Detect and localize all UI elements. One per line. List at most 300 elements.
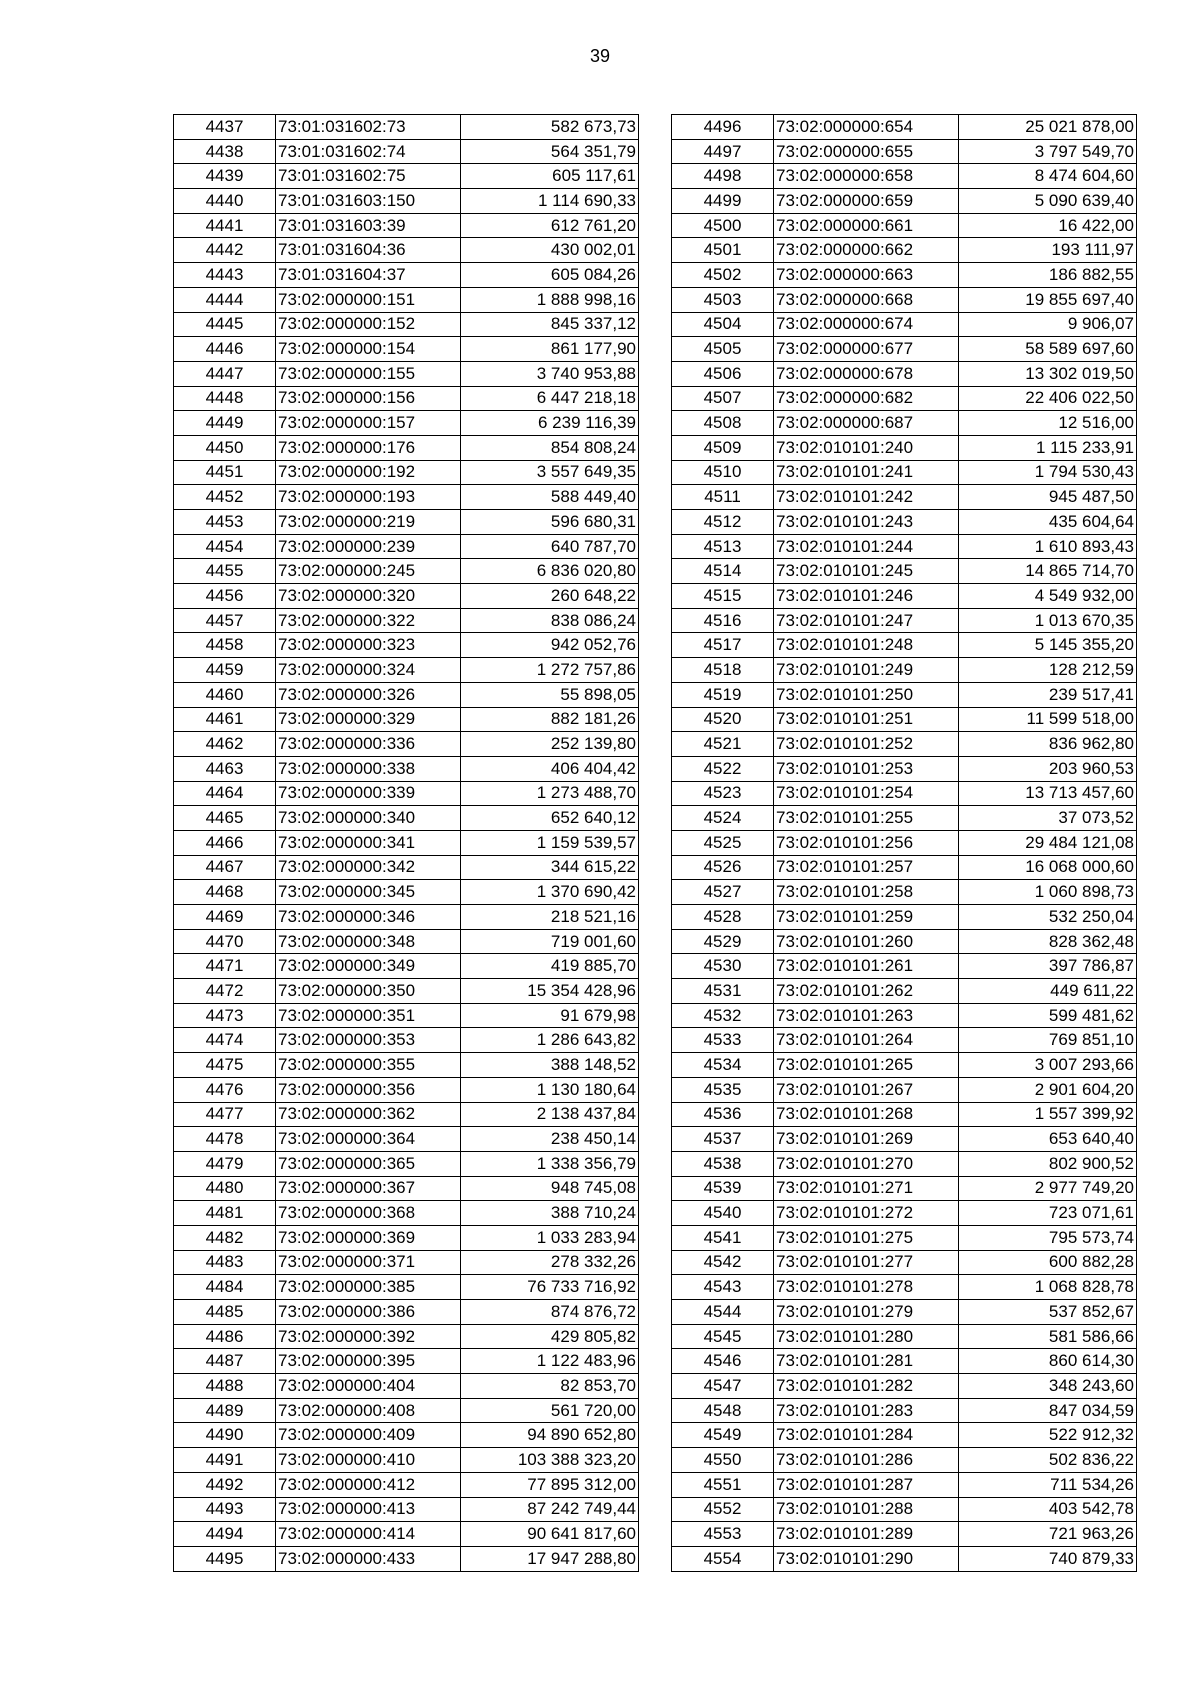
table-row xyxy=(174,164,639,189)
value-cell: 388 710,24 xyxy=(461,1201,639,1226)
row-number-cell: 4494 xyxy=(174,1522,276,1547)
value-cell: 3 007 293,66 xyxy=(959,1053,1137,1078)
table-row xyxy=(672,435,1137,460)
table-row xyxy=(174,1522,639,1547)
value-cell: 348 243,60 xyxy=(959,1374,1137,1399)
value-cell: 397 786,87 xyxy=(959,954,1137,979)
value-cell: 252 139,80 xyxy=(461,732,639,757)
row-number-cell: 4450 xyxy=(174,435,276,460)
row-number-cell: 4442 xyxy=(174,238,276,263)
cadastral-number-cell: 73:02:000000:349 xyxy=(276,954,461,979)
table-row xyxy=(174,534,639,559)
cadastral-number-cell: 73:02:000000:341 xyxy=(276,830,461,855)
value-cell: 406 404,42 xyxy=(461,756,639,781)
cadastral-number-cell: 73:02:010101:275 xyxy=(774,1225,959,1250)
value-cell: 838 086,24 xyxy=(461,608,639,633)
table-row xyxy=(174,1176,639,1201)
cadastral-number-cell: 73:02:000000:392 xyxy=(276,1324,461,1349)
value-cell: 711 534,26 xyxy=(959,1472,1137,1497)
value-cell: 653 640,40 xyxy=(959,1127,1137,1152)
cadastral-number-cell: 73:02:010101:281 xyxy=(774,1349,959,1374)
cadastral-number-cell: 73:02:010101:261 xyxy=(774,954,959,979)
cadastral-number-cell: 73:02:010101:272 xyxy=(774,1201,959,1226)
value-cell: 94 890 652,80 xyxy=(461,1423,639,1448)
row-number-cell: 4471 xyxy=(174,954,276,979)
value-cell: 795 573,74 xyxy=(959,1225,1137,1250)
cadastral-number-cell: 73:02:000000:362 xyxy=(276,1102,461,1127)
table-row xyxy=(672,139,1137,164)
value-cell: 596 680,31 xyxy=(461,510,639,535)
table-row xyxy=(174,1398,639,1423)
cadastral-number-cell: 73:02:010101:271 xyxy=(774,1176,959,1201)
row-number-cell: 4535 xyxy=(672,1077,774,1102)
table-row xyxy=(174,1497,639,1522)
row-number-cell: 4456 xyxy=(174,584,276,609)
cadastral-number-cell: 73:01:031602:73 xyxy=(276,115,461,140)
table-row xyxy=(174,1300,639,1325)
table-row xyxy=(174,905,639,930)
table-row xyxy=(672,880,1137,905)
table-row xyxy=(174,435,639,460)
cadastral-number-cell: 73:02:010101:252 xyxy=(774,732,959,757)
cadastral-number-cell: 73:01:031604:37 xyxy=(276,263,461,288)
cadastral-number-cell: 73:02:010101:251 xyxy=(774,707,959,732)
value-cell: 1 370 690,42 xyxy=(461,880,639,905)
cadastral-number-cell: 73:02:010101:260 xyxy=(774,929,959,954)
value-cell: 861 177,90 xyxy=(461,337,639,362)
value-cell: 561 720,00 xyxy=(461,1398,639,1423)
table-row xyxy=(672,361,1137,386)
value-cell: 103 388 323,20 xyxy=(461,1448,639,1473)
value-cell: 25 021 878,00 xyxy=(959,115,1137,140)
table-row xyxy=(672,164,1137,189)
row-number-cell: 4467 xyxy=(174,855,276,880)
table-row xyxy=(174,213,639,238)
value-cell: 828 362,48 xyxy=(959,929,1137,954)
table-row xyxy=(672,608,1137,633)
cadastral-number-cell: 73:02:000000:368 xyxy=(276,1201,461,1226)
table-row xyxy=(672,1300,1137,1325)
cadastral-number-cell: 73:01:031602:74 xyxy=(276,139,461,164)
cadastral-number-cell: 73:02:000000:245 xyxy=(276,559,461,584)
row-number-cell: 4464 xyxy=(174,781,276,806)
value-cell: 769 851,10 xyxy=(959,1028,1137,1053)
cadastral-number-cell: 73:02:010101:287 xyxy=(774,1472,959,1497)
row-number-cell: 4522 xyxy=(672,756,774,781)
table-row xyxy=(672,534,1137,559)
value-cell: 1 130 180,64 xyxy=(461,1077,639,1102)
cadastral-number-cell: 73:02:010101:258 xyxy=(774,880,959,905)
cadastral-number-cell: 73:02:000000:687 xyxy=(774,411,959,436)
table-row xyxy=(174,929,639,954)
row-number-cell: 4552 xyxy=(672,1497,774,1522)
value-cell: 6 239 116,39 xyxy=(461,411,639,436)
value-cell: 581 586,66 xyxy=(959,1324,1137,1349)
row-number-cell: 4496 xyxy=(672,115,774,140)
row-number-cell: 4554 xyxy=(672,1546,774,1571)
cadastral-number-cell: 73:02:000000:324 xyxy=(276,658,461,683)
row-number-cell: 4458 xyxy=(174,633,276,658)
table-row xyxy=(672,1176,1137,1201)
cadastral-number-cell: 73:02:010101:267 xyxy=(774,1077,959,1102)
value-cell: 5 145 355,20 xyxy=(959,633,1137,658)
row-number-cell: 4455 xyxy=(174,559,276,584)
cadastral-number-cell: 73:02:010101:268 xyxy=(774,1102,959,1127)
cadastral-number-cell: 73:02:000000:668 xyxy=(774,287,959,312)
value-cell: 1 033 283,94 xyxy=(461,1225,639,1250)
table-row xyxy=(174,1546,639,1571)
value-cell: 942 052,76 xyxy=(461,633,639,658)
cadastral-number-cell: 73:02:010101:259 xyxy=(774,905,959,930)
table-row xyxy=(672,1374,1137,1399)
value-cell: 6 836 020,80 xyxy=(461,559,639,584)
row-number-cell: 4546 xyxy=(672,1349,774,1374)
value-cell: 37 073,52 xyxy=(959,806,1137,831)
row-number-cell: 4513 xyxy=(672,534,774,559)
row-number-cell: 4468 xyxy=(174,880,276,905)
table-row xyxy=(174,238,639,263)
cadastral-number-cell: 73:02:000000:155 xyxy=(276,361,461,386)
value-cell: 3 557 649,35 xyxy=(461,460,639,485)
cadastral-number-cell: 73:02:000000:678 xyxy=(774,361,959,386)
cadastral-number-cell: 73:02:000000:386 xyxy=(276,1300,461,1325)
row-number-cell: 4440 xyxy=(174,189,276,214)
table-row xyxy=(672,905,1137,930)
value-cell: 9 906,07 xyxy=(959,312,1137,337)
table-row xyxy=(174,732,639,757)
row-number-cell: 4446 xyxy=(174,337,276,362)
cadastral-number-cell: 73:02:000000:677 xyxy=(774,337,959,362)
cadastral-table-left xyxy=(173,114,639,1572)
row-number-cell: 4445 xyxy=(174,312,276,337)
cadastral-number-cell: 73:02:000000:655 xyxy=(774,139,959,164)
row-number-cell: 4514 xyxy=(672,559,774,584)
row-number-cell: 4528 xyxy=(672,905,774,930)
value-cell: 1 286 643,82 xyxy=(461,1028,639,1053)
row-number-cell: 4550 xyxy=(672,1448,774,1473)
cadastral-number-cell: 73:02:010101:283 xyxy=(774,1398,959,1423)
cadastral-number-cell: 73:02:010101:278 xyxy=(774,1275,959,1300)
row-number-cell: 4466 xyxy=(174,830,276,855)
value-cell: 721 963,26 xyxy=(959,1522,1137,1547)
table-row xyxy=(672,682,1137,707)
table-row xyxy=(174,954,639,979)
value-cell: 193 111,97 xyxy=(959,238,1137,263)
cadastral-number-cell: 73:02:000000:674 xyxy=(774,312,959,337)
table-row xyxy=(174,608,639,633)
value-cell: 605 117,61 xyxy=(461,164,639,189)
cadastral-number-cell: 73:02:010101:243 xyxy=(774,510,959,535)
cadastral-number-cell: 73:02:000000:339 xyxy=(276,781,461,806)
cadastral-number-cell: 73:02:000000:346 xyxy=(276,905,461,930)
table-row xyxy=(174,1423,639,1448)
cadastral-number-cell: 73:02:000000:662 xyxy=(774,238,959,263)
row-number-cell: 4524 xyxy=(672,806,774,831)
cadastral-number-cell: 73:02:000000:192 xyxy=(276,460,461,485)
value-cell: 3 797 549,70 xyxy=(959,139,1137,164)
cadastral-number-cell: 73:02:010101:245 xyxy=(774,559,959,584)
cadastral-number-cell: 73:02:010101:263 xyxy=(774,1003,959,1028)
table-row xyxy=(672,954,1137,979)
value-cell: 260 648,22 xyxy=(461,584,639,609)
table-row xyxy=(672,756,1137,781)
row-number-cell: 4438 xyxy=(174,139,276,164)
row-number-cell: 4449 xyxy=(174,411,276,436)
row-number-cell: 4510 xyxy=(672,460,774,485)
value-cell: 344 615,22 xyxy=(461,855,639,880)
table-row xyxy=(174,682,639,707)
row-number-cell: 4518 xyxy=(672,658,774,683)
cadastral-number-cell: 73:02:010101:240 xyxy=(774,435,959,460)
row-number-cell: 4492 xyxy=(174,1472,276,1497)
value-cell: 13 713 457,60 xyxy=(959,781,1137,806)
row-number-cell: 4542 xyxy=(672,1250,774,1275)
table-row xyxy=(672,263,1137,288)
table-row xyxy=(672,1349,1137,1374)
table-row xyxy=(174,1374,639,1399)
row-number-cell: 4516 xyxy=(672,608,774,633)
value-cell: 429 805,82 xyxy=(461,1324,639,1349)
cadastral-number-cell: 73:02:010101:262 xyxy=(774,979,959,1004)
row-number-cell: 4519 xyxy=(672,682,774,707)
table-row xyxy=(672,1102,1137,1127)
row-number-cell: 4544 xyxy=(672,1300,774,1325)
table-row xyxy=(174,707,639,732)
table-row xyxy=(672,1546,1137,1571)
value-cell: 854 808,24 xyxy=(461,435,639,460)
value-cell: 15 354 428,96 xyxy=(461,979,639,1004)
cadastral-number-cell: 73:01:031604:36 xyxy=(276,238,461,263)
cadastral-number-cell: 73:02:000000:369 xyxy=(276,1225,461,1250)
row-number-cell: 4443 xyxy=(174,263,276,288)
value-cell: 12 516,00 xyxy=(959,411,1137,436)
value-cell: 430 002,01 xyxy=(461,238,639,263)
value-cell: 388 148,52 xyxy=(461,1053,639,1078)
row-number-cell: 4545 xyxy=(672,1324,774,1349)
cadastral-number-cell: 73:02:010101:288 xyxy=(774,1497,959,1522)
cadastral-number-cell: 73:02:000000:654 xyxy=(774,115,959,140)
table-row xyxy=(174,880,639,905)
row-number-cell: 4462 xyxy=(174,732,276,757)
table-row xyxy=(672,238,1137,263)
value-cell: 740 879,33 xyxy=(959,1546,1137,1571)
cadastral-number-cell: 73:02:010101:289 xyxy=(774,1522,959,1547)
value-cell: 1 557 399,92 xyxy=(959,1102,1137,1127)
row-number-cell: 4453 xyxy=(174,510,276,535)
table-row xyxy=(174,781,639,806)
cadastral-number-cell: 73:02:000000:151 xyxy=(276,287,461,312)
table-row xyxy=(672,287,1137,312)
row-number-cell: 4504 xyxy=(672,312,774,337)
table-row xyxy=(672,1497,1137,1522)
cadastral-number-cell: 73:02:000000:663 xyxy=(774,263,959,288)
cadastral-number-cell: 73:02:010101:264 xyxy=(774,1028,959,1053)
cadastral-number-cell: 73:01:031603:150 xyxy=(276,189,461,214)
table-row xyxy=(672,1398,1137,1423)
table-row xyxy=(672,1028,1137,1053)
table-row xyxy=(174,658,639,683)
value-cell: 1 272 757,86 xyxy=(461,658,639,683)
value-cell: 847 034,59 xyxy=(959,1398,1137,1423)
table-row xyxy=(174,1225,639,1250)
row-number-cell: 4509 xyxy=(672,435,774,460)
cadastral-number-cell: 73:02:000000:408 xyxy=(276,1398,461,1423)
value-cell: 588 449,40 xyxy=(461,485,639,510)
table-row xyxy=(174,1003,639,1028)
table-row xyxy=(672,1201,1137,1226)
row-number-cell: 4447 xyxy=(174,361,276,386)
cadastral-number-cell: 73:02:000000:395 xyxy=(276,1349,461,1374)
value-cell: 1 273 488,70 xyxy=(461,781,639,806)
row-number-cell: 4444 xyxy=(174,287,276,312)
value-cell: 640 787,70 xyxy=(461,534,639,559)
row-number-cell: 4474 xyxy=(174,1028,276,1053)
row-number-cell: 4497 xyxy=(672,139,774,164)
table-row xyxy=(174,633,639,658)
cadastral-number-cell: 73:02:000000:409 xyxy=(276,1423,461,1448)
value-cell: 564 351,79 xyxy=(461,139,639,164)
cadastral-number-cell: 73:02:000000:336 xyxy=(276,732,461,757)
cadastral-number-cell: 73:01:031603:39 xyxy=(276,213,461,238)
row-number-cell: 4491 xyxy=(174,1448,276,1473)
table-row xyxy=(174,1349,639,1374)
value-cell: 1 114 690,33 xyxy=(461,189,639,214)
value-cell: 723 071,61 xyxy=(959,1201,1137,1226)
cadastral-number-cell: 73:02:010101:241 xyxy=(774,460,959,485)
value-cell: 1 068 828,78 xyxy=(959,1275,1137,1300)
cadastral-number-cell: 73:02:000000:356 xyxy=(276,1077,461,1102)
value-cell: 13 302 019,50 xyxy=(959,361,1137,386)
table-row xyxy=(174,979,639,1004)
row-number-cell: 4490 xyxy=(174,1423,276,1448)
table-row xyxy=(174,485,639,510)
table-row xyxy=(174,806,639,831)
table-row xyxy=(174,115,639,140)
row-number-cell: 4531 xyxy=(672,979,774,1004)
row-number-cell: 4501 xyxy=(672,238,774,263)
value-cell: 1 888 998,16 xyxy=(461,287,639,312)
cadastral-number-cell: 73:02:000000:355 xyxy=(276,1053,461,1078)
cadastral-number-cell: 73:02:000000:329 xyxy=(276,707,461,732)
cadastral-number-cell: 73:02:010101:277 xyxy=(774,1250,959,1275)
value-cell: 449 611,22 xyxy=(959,979,1137,1004)
cadastral-number-cell: 73:02:010101:269 xyxy=(774,1127,959,1152)
table-row xyxy=(672,1275,1137,1300)
value-cell: 1 013 670,35 xyxy=(959,608,1137,633)
cadastral-number-cell: 73:02:000000:219 xyxy=(276,510,461,535)
cadastral-number-cell: 73:02:000000:323 xyxy=(276,633,461,658)
table-row xyxy=(174,1448,639,1473)
row-number-cell: 4499 xyxy=(672,189,774,214)
row-number-cell: 4478 xyxy=(174,1127,276,1152)
value-cell: 16 068 000,60 xyxy=(959,855,1137,880)
value-cell: 2 901 604,20 xyxy=(959,1077,1137,1102)
value-cell: 4 549 932,00 xyxy=(959,584,1137,609)
table-row xyxy=(174,263,639,288)
cadastral-number-cell: 73:02:010101:249 xyxy=(774,658,959,683)
table-row xyxy=(672,929,1137,954)
value-cell: 612 761,20 xyxy=(461,213,639,238)
row-number-cell: 4452 xyxy=(174,485,276,510)
cadastral-number-cell: 73:02:010101:247 xyxy=(774,608,959,633)
value-cell: 29 484 121,08 xyxy=(959,830,1137,855)
row-number-cell: 4529 xyxy=(672,929,774,954)
value-cell: 186 882,55 xyxy=(959,263,1137,288)
table-row xyxy=(174,1028,639,1053)
cadastral-number-cell: 73:02:000000:412 xyxy=(276,1472,461,1497)
table-row xyxy=(174,830,639,855)
table-row xyxy=(672,312,1137,337)
row-number-cell: 4530 xyxy=(672,954,774,979)
value-cell: 5 090 639,40 xyxy=(959,189,1137,214)
table-row xyxy=(672,485,1137,510)
table-row xyxy=(672,1423,1137,1448)
row-number-cell: 4539 xyxy=(672,1176,774,1201)
cadastral-number-cell: 73:02:000000:239 xyxy=(276,534,461,559)
table-row xyxy=(672,1250,1137,1275)
table-row xyxy=(174,1053,639,1078)
row-number-cell: 4448 xyxy=(174,386,276,411)
cadastral-number-cell: 73:02:000000:320 xyxy=(276,584,461,609)
cadastral-number-cell: 73:02:010101:242 xyxy=(774,485,959,510)
table-body-right xyxy=(672,115,1137,1572)
row-number-cell: 4521 xyxy=(672,732,774,757)
table-row xyxy=(672,1522,1137,1547)
row-number-cell: 4475 xyxy=(174,1053,276,1078)
cadastral-number-cell: 73:02:000000:682 xyxy=(774,386,959,411)
row-number-cell: 4439 xyxy=(174,164,276,189)
table-row xyxy=(672,732,1137,757)
value-cell: 652 640,12 xyxy=(461,806,639,831)
value-cell: 1 610 893,43 xyxy=(959,534,1137,559)
table-row xyxy=(174,287,639,312)
table-row xyxy=(174,189,639,214)
row-number-cell: 4541 xyxy=(672,1225,774,1250)
value-cell: 600 882,28 xyxy=(959,1250,1137,1275)
table-row xyxy=(672,584,1137,609)
table-row xyxy=(672,633,1137,658)
row-number-cell: 4532 xyxy=(672,1003,774,1028)
table-row xyxy=(672,337,1137,362)
table-row xyxy=(672,1225,1137,1250)
cadastral-number-cell: 73:02:000000:176 xyxy=(276,435,461,460)
row-number-cell: 4507 xyxy=(672,386,774,411)
row-number-cell: 4493 xyxy=(174,1497,276,1522)
table-row xyxy=(174,1472,639,1497)
value-cell: 502 836,22 xyxy=(959,1448,1137,1473)
row-number-cell: 4538 xyxy=(672,1151,774,1176)
cadastral-number-cell: 73:02:010101:254 xyxy=(774,781,959,806)
row-number-cell: 4482 xyxy=(174,1225,276,1250)
row-number-cell: 4498 xyxy=(672,164,774,189)
row-number-cell: 4503 xyxy=(672,287,774,312)
row-number-cell: 4489 xyxy=(174,1398,276,1423)
value-cell: 537 852,67 xyxy=(959,1300,1137,1325)
row-number-cell: 4502 xyxy=(672,263,774,288)
table-row xyxy=(174,756,639,781)
cadastral-number-cell: 73:02:000000:433 xyxy=(276,1546,461,1571)
table-row xyxy=(672,1324,1137,1349)
cadastral-number-cell: 73:02:000000:338 xyxy=(276,756,461,781)
row-number-cell: 4517 xyxy=(672,633,774,658)
table-row xyxy=(174,312,639,337)
table-row xyxy=(174,361,639,386)
table-row xyxy=(672,658,1137,683)
row-number-cell: 4511 xyxy=(672,485,774,510)
row-number-cell: 4463 xyxy=(174,756,276,781)
row-number-cell: 4508 xyxy=(672,411,774,436)
table-row xyxy=(672,1053,1137,1078)
